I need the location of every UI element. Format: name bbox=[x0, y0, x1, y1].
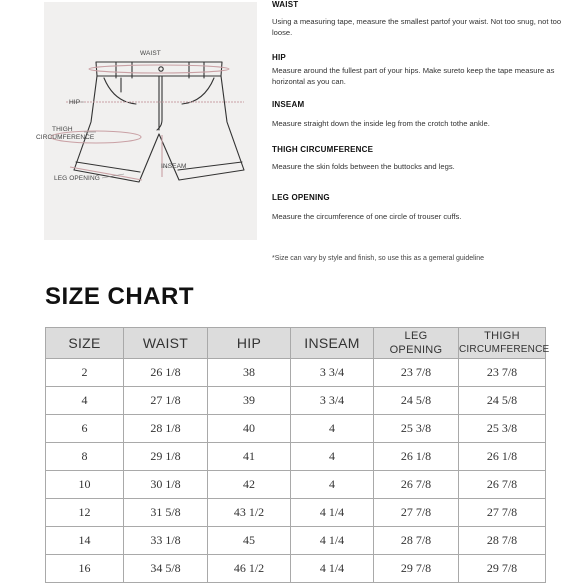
size-chart-table bbox=[45, 327, 550, 583]
inseam-label: INSEAM bbox=[161, 163, 187, 170]
cell-size: 10 bbox=[46, 471, 124, 499]
header-leg-line1: LEG bbox=[404, 330, 428, 342]
cell-inseam: 3 3/4 bbox=[291, 359, 374, 387]
cell-size: 12 bbox=[46, 499, 124, 527]
guide-text-inseam: Measure straight down the inside leg from the crotch tothe ankle. bbox=[272, 119, 490, 128]
guide-text-leg-opening: Measure the circumference of one circle of trouser cuffs. bbox=[272, 212, 462, 221]
cell-inseam: 3 3/4 bbox=[291, 387, 374, 415]
cell-waist: 27 1/8 bbox=[124, 387, 208, 415]
cell-waist: 34 5/8 bbox=[124, 555, 208, 583]
guide-heading-leg-opening: LEG OPENING bbox=[272, 193, 330, 202]
guide-heading-thigh: THIGH CIRCUMFERENCE bbox=[272, 145, 374, 154]
cell-leg-opening: 28 7/8 bbox=[374, 527, 459, 555]
cell-leg-opening: 25 3/8 bbox=[374, 415, 459, 443]
cell-size: 16 bbox=[46, 555, 124, 583]
cell-waist: 28 1/8 bbox=[124, 415, 208, 443]
header-thigh-line1: THIGH bbox=[484, 330, 520, 342]
cell-thigh-circumference: 28 7/8 bbox=[459, 527, 546, 555]
table-row bbox=[46, 471, 546, 499]
header-inseam: INSEAM bbox=[291, 328, 374, 359]
size-note: *Size can vary by style and finish, so use this as a gemeral guideline bbox=[272, 255, 485, 262]
hip-label: HIP bbox=[69, 99, 81, 106]
cell-inseam: 4 1/4 bbox=[291, 527, 374, 555]
thigh-label-line1: THIGH bbox=[52, 126, 73, 133]
header-leg-opening bbox=[374, 328, 459, 359]
cell-size: 2 bbox=[46, 359, 124, 387]
cell-waist: 33 1/8 bbox=[124, 527, 208, 555]
guide-heading-hip: HIP bbox=[272, 53, 286, 62]
guide-heading-inseam: INSEAM bbox=[272, 100, 305, 109]
cell-leg-opening: 23 7/8 bbox=[374, 359, 459, 387]
guide-heading-waist: WAIST bbox=[272, 0, 299, 9]
cell-thigh-circumference: 25 3/8 bbox=[459, 415, 546, 443]
cell-thigh-circumference: 27 7/8 bbox=[459, 499, 546, 527]
table-row bbox=[46, 359, 546, 387]
cell-inseam: 4 bbox=[291, 443, 374, 471]
size-chart-title: SIZE CHART bbox=[45, 283, 194, 310]
cell-hip: 46 1/2 bbox=[208, 555, 291, 583]
cell-thigh-circumference: 26 7/8 bbox=[459, 471, 546, 499]
table-header-row bbox=[46, 328, 546, 359]
cell-size: 4 bbox=[46, 387, 124, 415]
cell-leg-opening: 26 1/8 bbox=[374, 443, 459, 471]
cell-size: 6 bbox=[46, 415, 124, 443]
cell-hip: 40 bbox=[208, 415, 291, 443]
header-hip: HIP bbox=[208, 328, 291, 359]
table-body bbox=[46, 359, 546, 583]
cell-leg-opening: 27 7/8 bbox=[374, 499, 459, 527]
cell-size: 8 bbox=[46, 443, 124, 471]
cell-thigh-circumference: 23 7/8 bbox=[459, 359, 546, 387]
cell-inseam: 4 bbox=[291, 471, 374, 499]
header-leg-line2: OPENING bbox=[389, 344, 443, 356]
leg-opening-label: LEG OPENING bbox=[54, 175, 100, 182]
guide-text-waist: Using a measuring tape, measure the smallest partof your waist. Not too snug, not too loose. bbox=[272, 17, 562, 37]
table-row bbox=[46, 443, 546, 471]
header-thigh-circumference bbox=[459, 328, 550, 359]
cell-hip: 41 bbox=[208, 443, 291, 471]
thigh-label-line2: CIRCUMFERENCE bbox=[36, 134, 95, 141]
cell-hip: 39 bbox=[208, 387, 291, 415]
cell-thigh-circumference: 24 5/8 bbox=[459, 387, 546, 415]
waist-label: WAIST bbox=[140, 50, 161, 57]
cell-hip: 42 bbox=[208, 471, 291, 499]
header-size: SIZE bbox=[46, 328, 124, 359]
shorts-illustration bbox=[44, 2, 257, 240]
table-row bbox=[46, 527, 546, 555]
cell-thigh-circumference: 29 7/8 bbox=[459, 555, 546, 583]
cell-waist: 31 5/8 bbox=[124, 499, 208, 527]
table-row bbox=[46, 415, 546, 443]
cell-inseam: 4 bbox=[291, 415, 374, 443]
cell-hip: 38 bbox=[208, 359, 291, 387]
cell-hip: 45 bbox=[208, 527, 291, 555]
cell-leg-opening: 29 7/8 bbox=[374, 555, 459, 583]
header-waist: WAIST bbox=[124, 328, 208, 359]
guide-text-hip: Measure around the fullest part of your hips. Make sureto keep the tape measure as horizontal as you can. bbox=[272, 66, 555, 86]
measurement-diagram bbox=[36, 2, 257, 240]
cell-thigh-circumference: 26 1/8 bbox=[459, 443, 546, 471]
cell-inseam: 4 1/4 bbox=[291, 499, 374, 527]
cell-leg-opening: 24 5/8 bbox=[374, 387, 459, 415]
cell-inseam: 4 1/4 bbox=[291, 555, 374, 583]
cell-waist: 26 1/8 bbox=[124, 359, 208, 387]
table-row bbox=[46, 555, 546, 583]
cell-hip: 43 1/2 bbox=[208, 499, 291, 527]
cell-waist: 29 1/8 bbox=[124, 443, 208, 471]
guide-text-thigh: Measure the skin folds between the buttocks and legs. bbox=[272, 162, 455, 171]
cell-size: 14 bbox=[46, 527, 124, 555]
header-thigh-line2: CIRCUMFERENCE bbox=[459, 344, 550, 355]
cell-waist: 30 1/8 bbox=[124, 471, 208, 499]
cell-leg-opening: 26 7/8 bbox=[374, 471, 459, 499]
table-row bbox=[46, 499, 546, 527]
table-row bbox=[46, 387, 546, 415]
